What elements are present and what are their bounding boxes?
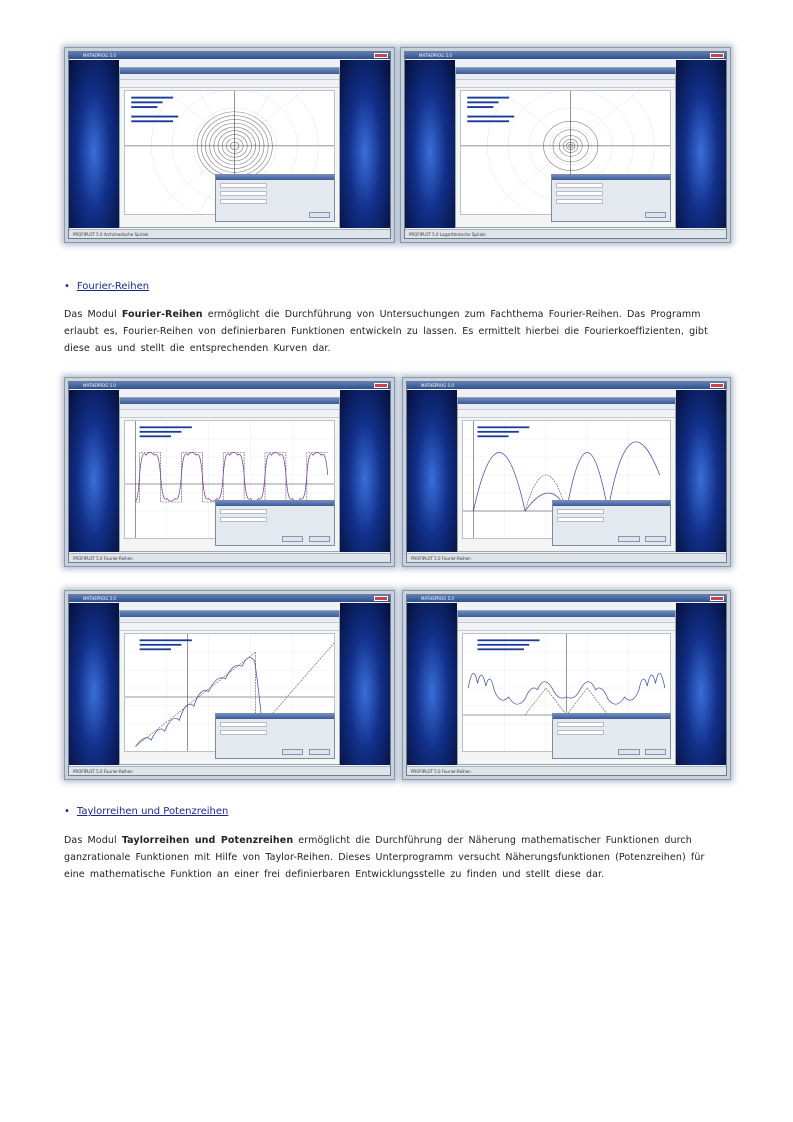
- screenshot-logarithmic-spiral: [400, 47, 731, 243]
- module-name: Fourier-Reihen: [121, 309, 203, 320]
- bullet-icon: •: [64, 281, 70, 292]
- screenshot-fourier-parabola: [402, 377, 731, 567]
- parameter-dialog: [215, 713, 335, 759]
- taylor-link[interactable]: Taylorreihen und Potenzreihen: [76, 806, 229, 817]
- window-controls: [374, 383, 388, 388]
- window-title: MATHEPROG 5.0: [83, 383, 116, 388]
- window-controls: [374, 596, 388, 601]
- parameter-dialog: [552, 713, 671, 759]
- window-controls: [710, 383, 724, 388]
- screenshot-archimedean-spiral: [64, 47, 395, 243]
- parameter-dialog: [551, 174, 671, 222]
- fourier-paragraph: Das Modul Fourier-Reihen ermöglicht die Durchführung von Untersuchungen zum Fachthema Fourier-Reihen. Das Programm erlaubt es, Fourier-Reihen von definierbaren Funktionen entwickeln zu lassen. Es ermittelt hierbei die Fourierkoeffizienten, gibt diese aus und stellt die entsprechenden Kurven dar.: [64, 309, 708, 355]
- window-title: MATHEPROG 5.0: [83, 53, 116, 58]
- window-controls: [710, 53, 724, 58]
- window-controls: [710, 596, 724, 601]
- section-heading-taylor: [64, 806, 228, 817]
- window-controls: [374, 53, 388, 58]
- window-title: MATHEPROG 5.0: [83, 596, 116, 601]
- module-name: Taylorreihen und Potenzreihen: [121, 835, 294, 846]
- fourier-link[interactable]: Fourier-Reihen: [76, 281, 150, 292]
- window-title: MATHEPROG 5.0: [421, 383, 454, 388]
- status-text: PROFIPLOT 5.0 Archimedische Spirale: [73, 232, 149, 237]
- parameter-dialog: [552, 500, 671, 546]
- status-text: PROFIPLOT 5.0 Fourier-Reihen: [73, 556, 133, 561]
- status-text: PROFIPLOT 5.0 Fourier-Reihen: [411, 556, 471, 561]
- section-heading-fourier: [64, 281, 149, 292]
- status-text: PROFIPLOT 5.0 Logarithmische Spirale: [409, 232, 486, 237]
- status-text: PROFIPLOT 5.0 Fourier-Reihen: [73, 769, 133, 774]
- window-title: MATHEPROG 5.0: [421, 596, 454, 601]
- screenshot-fourier-sawtooth: [64, 590, 395, 780]
- taylor-paragraph: Das Modul Taylorreihen und Potenzreihen ermöglicht die Durchführung der Näherung mathematischer Funktionen durch ganzrationale Funktionen mit Hilfe von Taylor-Reihen. Dieses Unterprogramm versucht Näherungsfunktionen (Potenzreihen) für eine mathematische Funktion an einer frei definierbaren Entwicklungsstelle zu finden und stellt diese dar.: [64, 835, 705, 881]
- screenshot-fourier-square-wave: [64, 377, 395, 567]
- screenshot-fourier-oscillation: [402, 590, 731, 780]
- parameter-dialog: [215, 500, 335, 546]
- status-text: PROFIPLOT 5.0 Fourier-Reihen: [411, 769, 471, 774]
- window-title: MATHEPROG 5.0: [419, 53, 452, 58]
- parameter-dialog: [215, 174, 335, 222]
- bullet-icon: •: [64, 806, 70, 817]
